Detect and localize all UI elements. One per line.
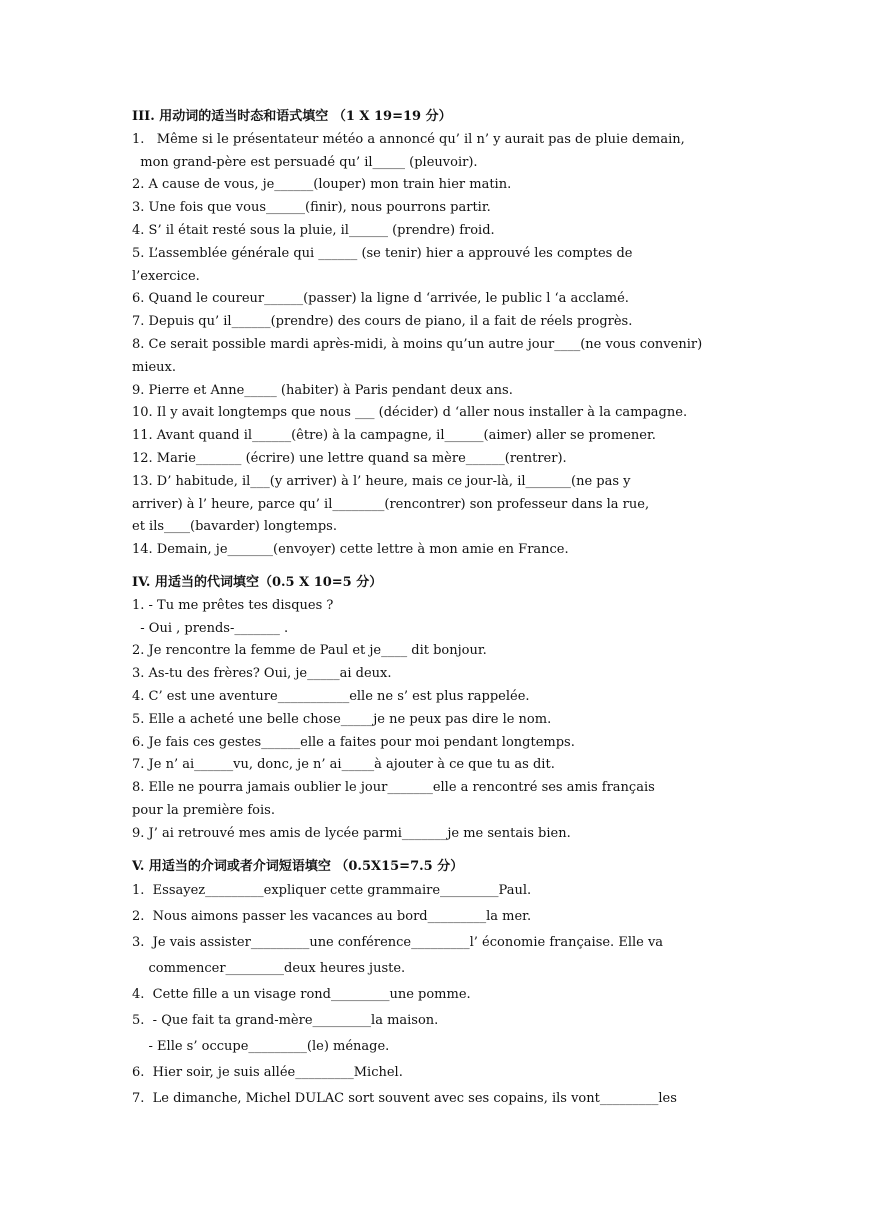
exercise-item	[132, 197, 742, 220]
exercise-item	[132, 709, 742, 732]
section-heading: IV. 用适当的代词填空（0.5 X 10=5 分）	[132, 574, 383, 590]
exercise-item	[132, 754, 742, 777]
exercise-line: 1. Essayez_________expliquer cette grammaire_________Paul.	[132, 883, 532, 899]
exercise-line: 1. Même si le présentateur météo a annoncé qu’ il n’ y aurait pas de pluie demain,	[132, 131, 685, 147]
exercise-item	[132, 129, 742, 175]
exercise-item	[132, 448, 742, 471]
exercise-line: 12. Marie_______ (écrire) une lettre quand sa mère______(rentrer).	[132, 450, 567, 466]
section-heading: III. 用动词的适当时态和语式填空 （1 X 19=19 分）	[132, 109, 452, 124]
exercise-item	[132, 220, 742, 243]
exercise-line: 13. D’ habitude, il___(y arriver) à l’ heure, mais ce jour-là, il_______(ne pas y	[132, 473, 631, 489]
exercise-line: 8. Elle ne pourra jamais oublier le jour_______elle a rencontré ses amis français	[132, 780, 655, 796]
exercise-item	[132, 380, 742, 403]
exercise-item	[132, 539, 742, 562]
exercise-item	[132, 640, 742, 663]
exercise-line: 6. Je fais ces gestes______elle a faites pour moi pendant longtemps.	[132, 734, 575, 750]
exercise-item	[132, 732, 742, 755]
exercise-line: 2. A cause de vous, je______(louper) mon train hier matin.	[132, 177, 512, 193]
exercise-line: 9. Pierre et Anne_____ (habiter) à Paris pendant deux ans.	[132, 382, 513, 398]
exercise-line: 7. Depuis qu’ il______(prendre) des cours de piano, il a fait de réels progrès.	[132, 314, 633, 330]
exercise-item	[132, 1086, 742, 1112]
exercise-line: 11. Avant quand il______(être) à la campagne, il______(aimer) aller se promener.	[132, 428, 656, 444]
exercise-item	[132, 288, 742, 311]
exercise-line: 10. Il y avait longtemps que nous ___ (décider) d ‘aller nous installer à la campagne.	[132, 405, 688, 421]
exercise-line: 7. Le dimanche, Michel DULAC sort souvent avec ses copains, ils vont_________les	[132, 1091, 677, 1107]
exercise-item	[132, 595, 742, 641]
exercise-line: 9. J’ ai retrouvé mes amis de lycée parmi_______je me sentais bien.	[132, 825, 571, 841]
exercise-item	[132, 663, 742, 686]
section-heading: V. 用适当的介词或者介词短语填空 （0.5X15=7.5 分）	[132, 858, 464, 874]
exercise-item	[132, 930, 742, 982]
exercise-line: arriver) à l’ heure, parce qu’ il________(rencontrer) son professeur dans la rue,	[132, 496, 650, 512]
exercise-line: 8. Ce serait possible mardi après-midi, à moins qu’un autre jour____(ne vous convenir)	[132, 336, 703, 352]
exercise-line: - Oui , prends-_______ .	[132, 620, 289, 636]
exercise-item	[132, 425, 742, 448]
exercise-item	[132, 904, 742, 930]
exercise-item	[132, 471, 742, 539]
exercise-line: mieux.	[132, 359, 177, 375]
exercise-line: - Elle s’ occupe_________(le) ménage.	[132, 1039, 390, 1055]
exercise-line: 4. C’ est une aventure___________elle ne s’ est plus rappelée.	[132, 688, 530, 704]
exercise-line: pour la première fois.	[132, 802, 275, 818]
exercise-line: 3. As-tu des frères? Oui, je_____ai deux.	[132, 666, 392, 682]
exercise-line: 2. Nous aimons passer les vacances au bord_________la mer.	[132, 909, 532, 925]
exercise-item	[132, 777, 742, 823]
exercise-item	[132, 878, 742, 904]
exercise-line: 14. Demain, je_______(envoyer) cette lettre à mon amie en France.	[132, 542, 569, 558]
exercise-item	[132, 1008, 742, 1060]
exercise-item	[132, 174, 742, 197]
exercise-line: 7. Je n’ ai______vu, donc, je n’ ai_____à ajouter à ce que tu as dit.	[132, 757, 555, 773]
exercise-line: mon grand-père est persuadé qu’ il_____ (pleuvoir).	[132, 154, 478, 170]
exercise-line: l’exercice.	[132, 268, 200, 284]
exercise-line: 6. Hier soir, je suis allée_________Michel.	[132, 1065, 403, 1081]
exercise-item	[132, 686, 742, 709]
exercise-line: commencer_________deux heures juste.	[132, 961, 406, 977]
exercise-item	[132, 1060, 742, 1086]
exercise-line: 2. Je rencontre la femme de Paul et je____ dit bonjour.	[132, 643, 487, 659]
exercise-item	[132, 402, 742, 425]
exercise-line: 4. S’ il était resté sous la pluie, il______ (prendre) froid.	[132, 222, 495, 238]
exercise-line: 5. - Que fait ta grand-mère_________la maison.	[132, 1013, 439, 1029]
exercise-item	[132, 334, 742, 380]
exercise-line: et ils____(bavarder) longtemps.	[132, 519, 337, 535]
exercise-item	[132, 982, 742, 1008]
exercise-line: 6. Quand le coureur______(passer) la ligne d ‘arrivée, le public l ‘a acclamé.	[132, 291, 629, 307]
exercise-item	[132, 243, 742, 289]
exercise-line: 3. Je vais assister_________une conférence_________l’ économie française. Elle va	[132, 935, 664, 951]
exercise-content	[132, 106, 742, 1112]
exercise-line: 1. - Tu me prêtes tes disques ?	[132, 597, 334, 613]
exercise-item	[132, 823, 742, 846]
exercise-item	[132, 311, 742, 334]
exercise-line: 5. L’assemblée générale qui ______ (se tenir) hier a approuvé les comptes de	[132, 245, 633, 261]
exercise-line: 4. Cette fille a un visage rond_________une pomme.	[132, 987, 471, 1003]
exercise-line: 3. Une fois que vous______(finir), nous pourrons partir.	[132, 200, 491, 216]
exercise-line: 5. Elle a acheté une belle chose_____je ne peux pas dire le nom.	[132, 711, 552, 727]
